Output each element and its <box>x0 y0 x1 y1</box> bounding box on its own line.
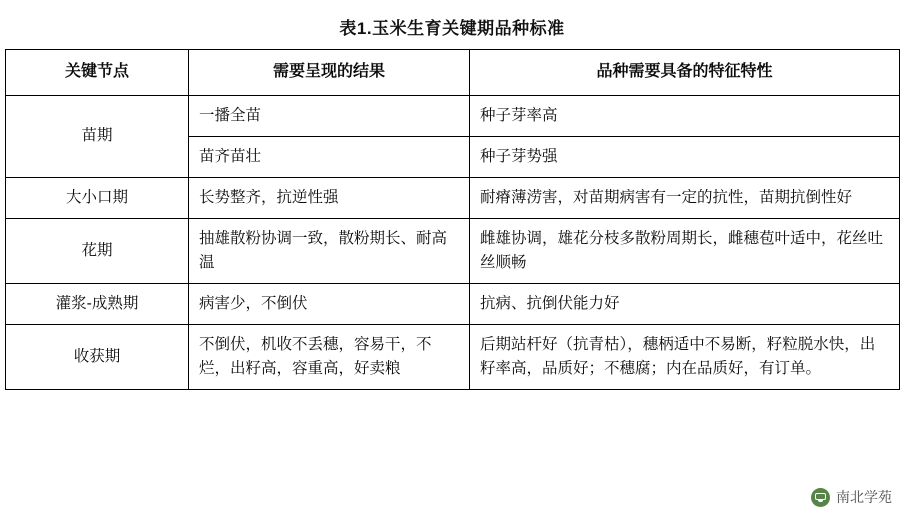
result-cell: 病害少，不倒伏 <box>189 283 470 324</box>
column-header-result: 需要呈现的结果 <box>189 50 470 96</box>
traits-cell: 抗病、抗倒伏能力好 <box>470 283 900 324</box>
table-row <box>6 177 900 218</box>
standards-table <box>5 49 900 390</box>
traits-cell: 耐瘠薄涝害，对苗期病害有一定的抗性，苗期抗倒性好 <box>470 177 900 218</box>
traits-cell: 雌雄协调，雄花分枝多散粉周期长，雌穗苞叶适中，花丝吐丝顺畅 <box>470 218 900 283</box>
traits-cell: 后期站杆好（抗青枯），穗柄适中不易断，籽粒脱水快，出籽率高，品质好；不穗腐；内在品质好，有订单。 <box>470 324 900 389</box>
stage-cell: 花期 <box>6 218 189 283</box>
traits-cell: 种子芽率高 <box>470 95 900 136</box>
watermark-label: 南北学苑 <box>836 489 892 505</box>
page-title: 表1.玉米生育关键期品种标准 <box>339 19 565 38</box>
result-cell: 长势整齐，抗逆性强 <box>189 177 470 218</box>
result-cell: 苗齐苗壮 <box>189 136 470 177</box>
result-cell: 抽雄散粉协调一致，散粉期长、耐高温 <box>189 218 470 283</box>
table-row <box>6 218 900 283</box>
table-row <box>6 95 900 136</box>
watermark <box>811 487 892 507</box>
traits-cell: 种子芽势强 <box>470 136 900 177</box>
table-row <box>6 283 900 324</box>
column-header-traits: 品种需要具备的特征特性 <box>470 50 900 96</box>
stage-cell: 收获期 <box>6 324 189 389</box>
table-header-row <box>6 50 900 96</box>
wechat-badge-icon <box>811 488 830 507</box>
result-cell: 一播全苗 <box>189 95 470 136</box>
column-header-stage: 关键节点 <box>6 50 189 96</box>
stage-cell: 灌浆-成熟期 <box>6 283 189 324</box>
stage-cell: 大小口期 <box>6 177 189 218</box>
result-cell: 不倒伏，机收不丢穗，容易干，不烂，出籽高，容重高，好卖粮 <box>189 324 470 389</box>
table-row <box>6 324 900 389</box>
stage-cell: 苗期 <box>6 95 189 177</box>
